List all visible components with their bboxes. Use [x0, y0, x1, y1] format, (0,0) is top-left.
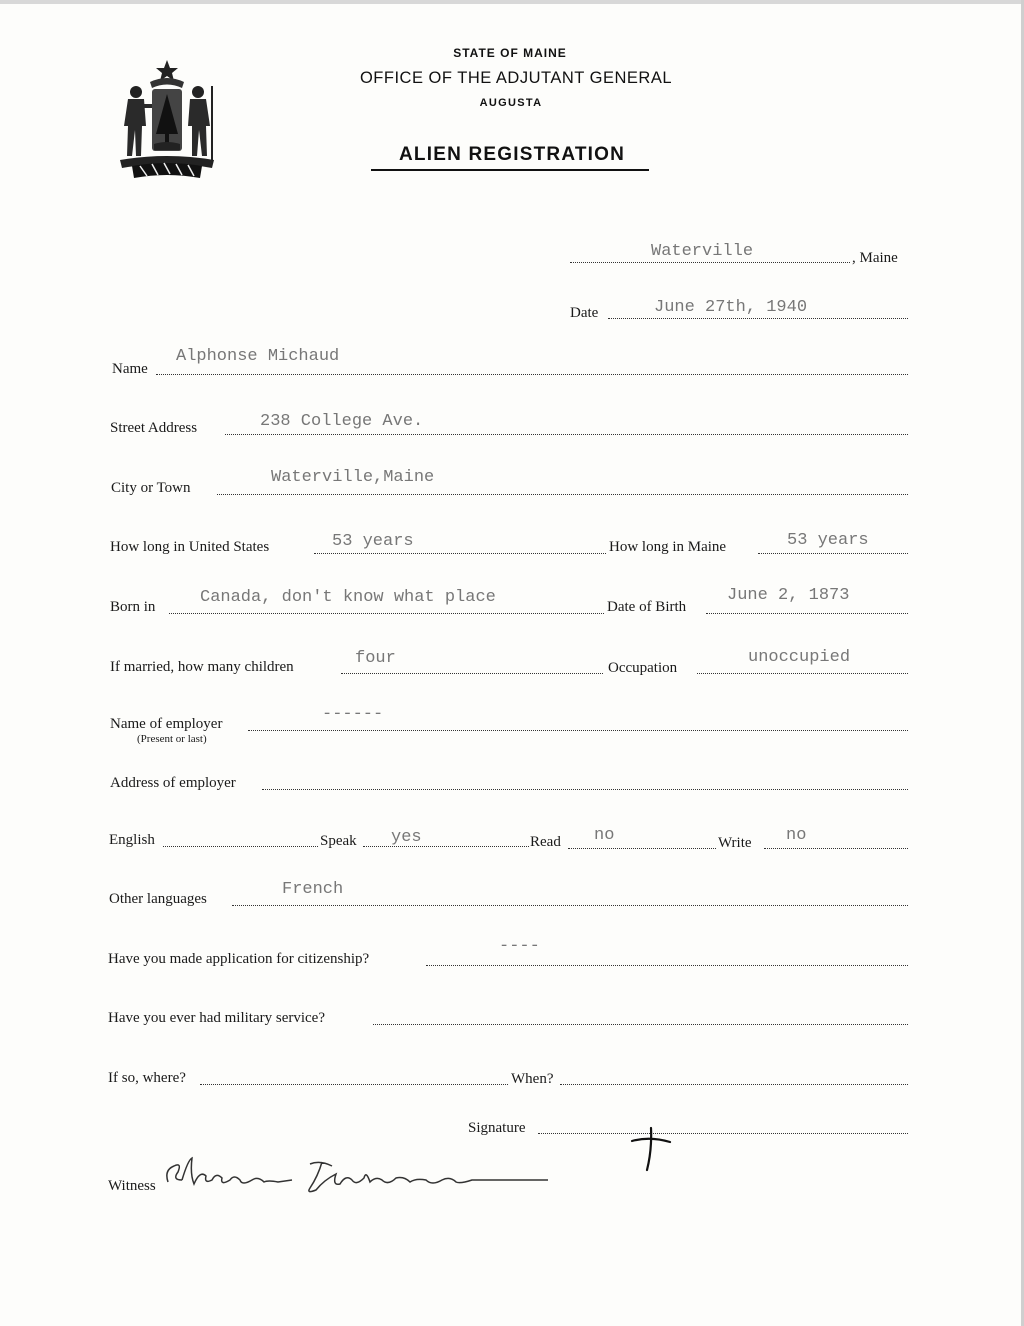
where-label: If so, where?: [108, 1070, 186, 1086]
employer-address-line: [262, 789, 908, 790]
occupation-value: unoccupied: [748, 648, 851, 667]
military-label: Have you ever had military service?: [108, 1010, 325, 1026]
header-city: AUGUSTA: [479, 97, 543, 109]
city-line: [217, 494, 908, 495]
location-suffix: , Maine: [852, 250, 898, 266]
years-us-value: 53 years: [332, 532, 414, 551]
page-top-edge: [0, 0, 1024, 4]
occupation-line: [697, 673, 908, 674]
write-line: [764, 848, 908, 849]
witness-signature: [160, 1150, 560, 1200]
military-line: [373, 1024, 908, 1025]
where-line: [200, 1084, 508, 1085]
write-value: no: [786, 826, 807, 845]
years-us-label: How long in United States: [110, 539, 270, 555]
children-line: [341, 673, 603, 674]
speak-label: Speak: [320, 833, 357, 849]
date-line: [608, 318, 908, 319]
when-label: When?: [511, 1071, 554, 1087]
other-languages-value: French: [282, 880, 344, 899]
signature-label: Signature: [468, 1120, 526, 1136]
read-label: Read: [530, 834, 561, 850]
employer-sublabel: (Present or last): [137, 733, 207, 745]
other-languages-line: [232, 905, 908, 906]
location-value: Waterville: [651, 242, 754, 261]
dob-line: [706, 613, 908, 614]
city-label: City or Town: [111, 480, 191, 496]
speak-line: [363, 846, 529, 847]
header-office: OFFICE OF THE ADJUTANT GENERAL: [359, 69, 673, 87]
speak-value: yes: [391, 828, 422, 847]
dob-value: June 2, 1873: [727, 586, 850, 605]
street-label: Street Address: [110, 420, 198, 436]
name-label: Name: [112, 361, 148, 377]
children-label: If married, how many children: [110, 659, 294, 675]
date-label: Date: [570, 305, 599, 321]
years-maine-value: 53 years: [787, 531, 869, 550]
witness-label: Witness: [108, 1178, 156, 1194]
employer-address-label: Address of employer: [110, 775, 236, 791]
years-maine-label: How long in Maine: [609, 539, 727, 555]
read-line: [568, 848, 716, 849]
name-line: [156, 374, 908, 375]
page-title: ALIEN REGISTRATION: [398, 144, 626, 165]
cross-mark-icon: [626, 1124, 676, 1174]
title-underline: [371, 169, 649, 171]
years-maine-line: [758, 553, 908, 554]
employer-value: ------: [322, 705, 384, 724]
citizenship-label: Have you made application for citizenship?: [108, 951, 370, 967]
born-in-line: [169, 613, 604, 614]
years-us-line: [314, 553, 606, 554]
citizenship-value: ----: [499, 937, 540, 956]
english-line: [163, 846, 318, 847]
read-value: no: [594, 826, 615, 845]
other-languages-label: Other languages: [109, 891, 207, 907]
location-line: [570, 262, 850, 263]
citizenship-line: [426, 965, 908, 966]
signature-line: [538, 1133, 908, 1134]
street-value: 238 College Ave.: [260, 412, 424, 431]
dob-label: Date of Birth: [607, 599, 687, 615]
occupation-label: Occupation: [608, 660, 678, 676]
employer-label: Name of employer: [110, 716, 223, 732]
city-value: Waterville,Maine: [271, 468, 435, 487]
write-label: Write: [718, 835, 752, 851]
name-value: Alphonse Michaud: [176, 347, 340, 366]
header-state: STATE OF MAINE: [453, 46, 567, 60]
born-in-value: Canada, don't know what place: [200, 588, 496, 607]
when-line: [560, 1084, 908, 1085]
street-line: [225, 434, 908, 435]
employer-line: [248, 730, 908, 731]
children-value: four: [355, 649, 396, 668]
born-in-label: Born in: [110, 599, 156, 615]
english-label: English: [109, 832, 155, 848]
date-value: June 27th, 1940: [654, 298, 808, 317]
